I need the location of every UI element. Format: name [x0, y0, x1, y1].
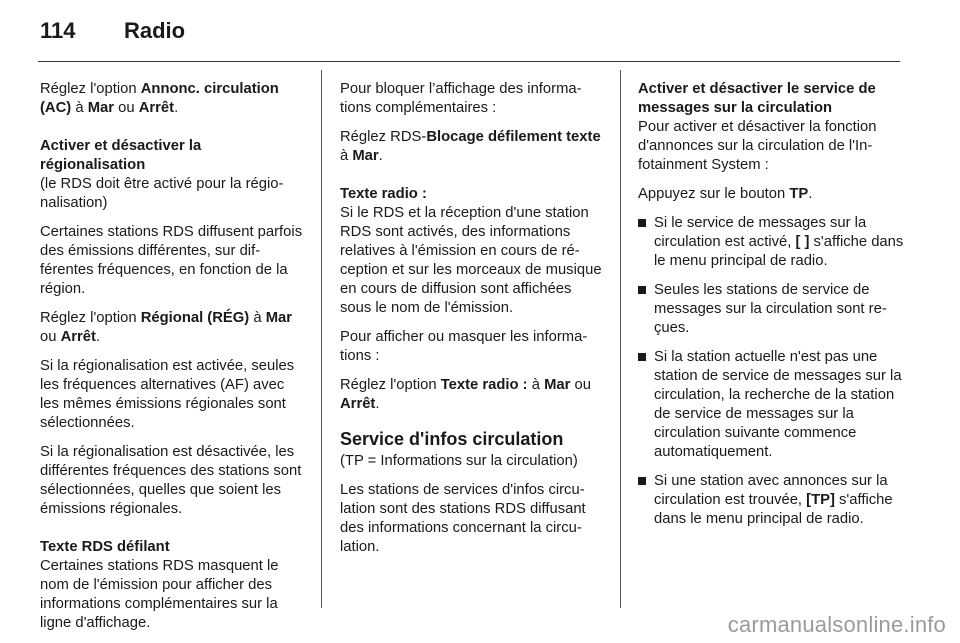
paragraph: Réglez RDS-Blocage défilement texte à Mar. — [340, 129, 601, 164]
paragraph: Réglez l'option Annonc. circulation (AC) à Mar ou Arrêt. — [40, 81, 279, 116]
section-title: Radio — [124, 18, 186, 43]
paragraph: Certaines stations RDS masquent le nom de l'émission pour afficher des informations complémentaires sur la ligne d'affichage. — [40, 558, 279, 631]
paragraph: Si la régionalisation est activée, seules les fréquences alternatives (AF) avec les mêmes émissions régionales sont sélectionnées. — [40, 358, 295, 431]
paragraph: Les stations de services d'infos circulation sont des stations RDS diffusant des informations concernant la circulation. — [340, 482, 586, 555]
square-bullet-icon — [638, 286, 646, 294]
subheading-block — [40, 137, 306, 213]
paragraph: (TP = Informations sur la circulation) — [340, 453, 578, 469]
subheading: Texte radio : — [340, 186, 427, 202]
bullet-list — [638, 214, 904, 529]
list-item: Seules les stations de service de messages sur la circulation sont reçues. — [638, 281, 904, 338]
subheading: Texte RDS défilant — [40, 539, 170, 555]
section-heading: Service d'infos circulation — [340, 429, 564, 449]
column-divider — [321, 70, 322, 608]
square-bullet-icon — [638, 219, 646, 227]
paragraph: Réglez l'option Régional (RÉG) à Mar ou Arrêt. — [40, 310, 293, 345]
paragraph: Certaines stations RDS diffusent parfois des émissions différentes, sur différentes fréquences, en fonction de la région. — [40, 224, 303, 297]
column-3 — [638, 80, 904, 539]
page-number: 114 — [40, 18, 76, 43]
square-bullet-icon — [638, 353, 646, 361]
watermark: carmanualsonline.info — [727, 612, 946, 637]
header-rule — [38, 61, 900, 62]
subheading: Activer et désactiver la régionalisation — [40, 138, 202, 173]
paragraph: Pour activer et désactiver la fonction d'annonces sur la circulation de l'Infotainment System : — [638, 119, 877, 173]
column-1 — [40, 80, 306, 643]
column-2 — [340, 80, 606, 567]
list-item: Si le service de messages sur la circulation est activé, [ ] s'affiche dans le menu principal de radio. — [638, 214, 904, 271]
subheading: Activer et désactiver le service de messages sur la circulation — [638, 81, 876, 116]
column-divider — [620, 70, 621, 608]
square-bullet-icon — [638, 477, 646, 485]
page-header — [40, 18, 185, 48]
paragraph: Pour bloquer l’affichage des informations complémentaires : — [340, 81, 582, 116]
paragraph: Appuyez sur le bouton TP. — [638, 186, 813, 202]
subheading-block — [340, 185, 606, 318]
paragraph: Réglez l'option Texte radio : à Mar ou Arrêt. — [340, 377, 591, 412]
subheading-block — [40, 538, 306, 633]
paragraph: Si la régionalisation est désactivée, les différentes fréquences des stations sont sélectionnées, quelles que soient les émissions régionales. — [40, 444, 302, 517]
paragraph: Si le RDS et la réception d'une station RDS sont activés, des informations relatives à l'émission en cours de réception et sur les morceaux de musique en cours de diffusion sont affichées sous le nom de l'émission. — [340, 205, 602, 316]
list-item: Si une station avec annonces sur la circulation est trouvée, [TP] s'affiche dans le menu principal de radio. — [638, 472, 904, 529]
paragraph: (le RDS doit être activé pour la régionalisation) — [40, 176, 284, 211]
list-item: Si la station actuelle n'est pas une station de service de messages sur la circulation, la recherche de la station de service de messages sur la circulation suivante commence automatiquement. — [638, 348, 904, 462]
paragraph: Pour afficher ou masquer les informations : — [340, 329, 588, 364]
